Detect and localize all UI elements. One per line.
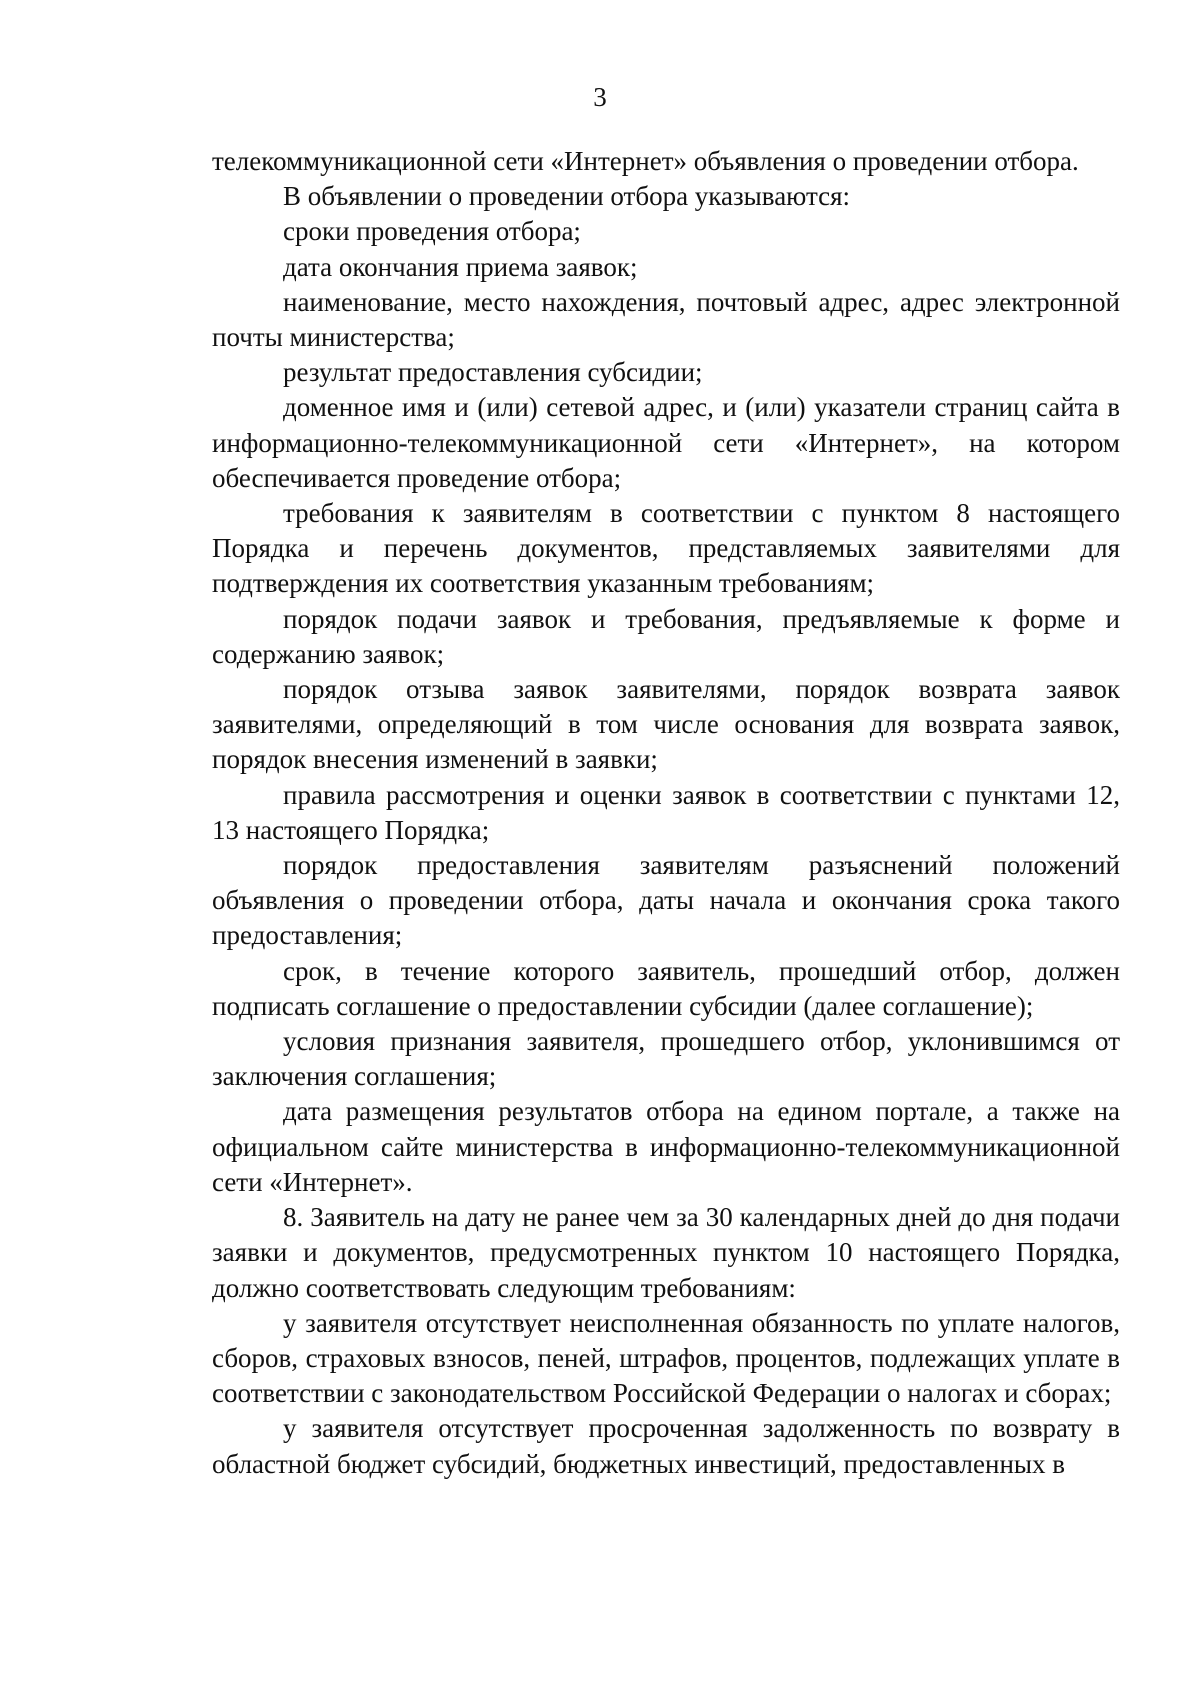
- paragraph: телекоммуникационной сети «Интернет» объявления о проведении отбора.: [212, 146, 1079, 176]
- paragraph: В объявлении о проведении отбора указываются:: [283, 181, 851, 212]
- document-body: [212, 144, 1120, 1482]
- paragraph: дата окончания приема заявок;: [283, 251, 638, 282]
- paragraph: порядок подачи заявок и требования, предъявляемые к форме и содержанию заявок;: [212, 603, 1120, 669]
- paragraph: требования к заявителям в соответствии с пунктом 8 настоящего Порядка и перечень документов, представляемых заявителями для подтверждения их соответствия указанным требованиям;: [212, 498, 1120, 599]
- paragraph: наименование, место нахождения, почтовый адрес, адрес электронной почты министерства;: [212, 286, 1120, 353]
- page-number: 3: [593, 82, 607, 112]
- paragraph: условия признания заявителя, прошедшего отбор, уклонившимся от заключения соглашения;: [212, 1026, 1120, 1092]
- paragraph: порядок предоставления заявителям разъяснений положений объявления о проведении отбора, даты начала и окончания срока такого предоставления;: [212, 850, 1120, 951]
- paragraph: у заявителя отсутствует неисполненная обязанность по уплате налогов, сборов, страховых взносов, пеней, штрафов, процентов, подлежащих уплате в соответствии с законодательством Российской Федерации о налогах и сборах;: [212, 1307, 1120, 1409]
- paragraph: 8. Заявитель на дату не ранее чем за 30 календарных дней до дня подачи заявки и документов, предусмотренных пунктом 10 настоящего Порядка, должно соответствовать следующим требованиям:: [212, 1202, 1120, 1303]
- paragraph: порядок отзыва заявок заявителями, порядок возврата заявок заявителями, определяющий в том числе основания для возврата заявок, порядок внесения изменений в заявки;: [212, 674, 1120, 775]
- paragraph: доменное имя и (или) сетевой адрес, и (или) указатели страниц сайта в информационно-телекоммуникационной сети «Интернет», на котором обеспечивается проведение отбора;: [212, 392, 1120, 493]
- paragraph: дата размещения результатов отбора на едином портале, а также на официальном сайте министерства в информационно-телекоммуникационной сети «Интернет».: [212, 1096, 1120, 1197]
- paragraph: сроки проведения отбора;: [283, 216, 581, 247]
- paragraph: результат предоставления субсидии;: [283, 357, 703, 388]
- paragraph: срок, в течение которого заявитель, прошедший отбор, должен подписать соглашение о предоставлении субсидии (далее соглашение);: [212, 955, 1120, 1021]
- paragraph: правила рассмотрения и оценки заявок в соответствии с пунктами 12, 13 настоящего Порядка;: [212, 779, 1120, 845]
- paragraph: у заявителя отсутствует просроченная задолженность по возврату в областной бюджет субсидий, бюджетных инвестиций, предоставленных в: [212, 1413, 1120, 1479]
